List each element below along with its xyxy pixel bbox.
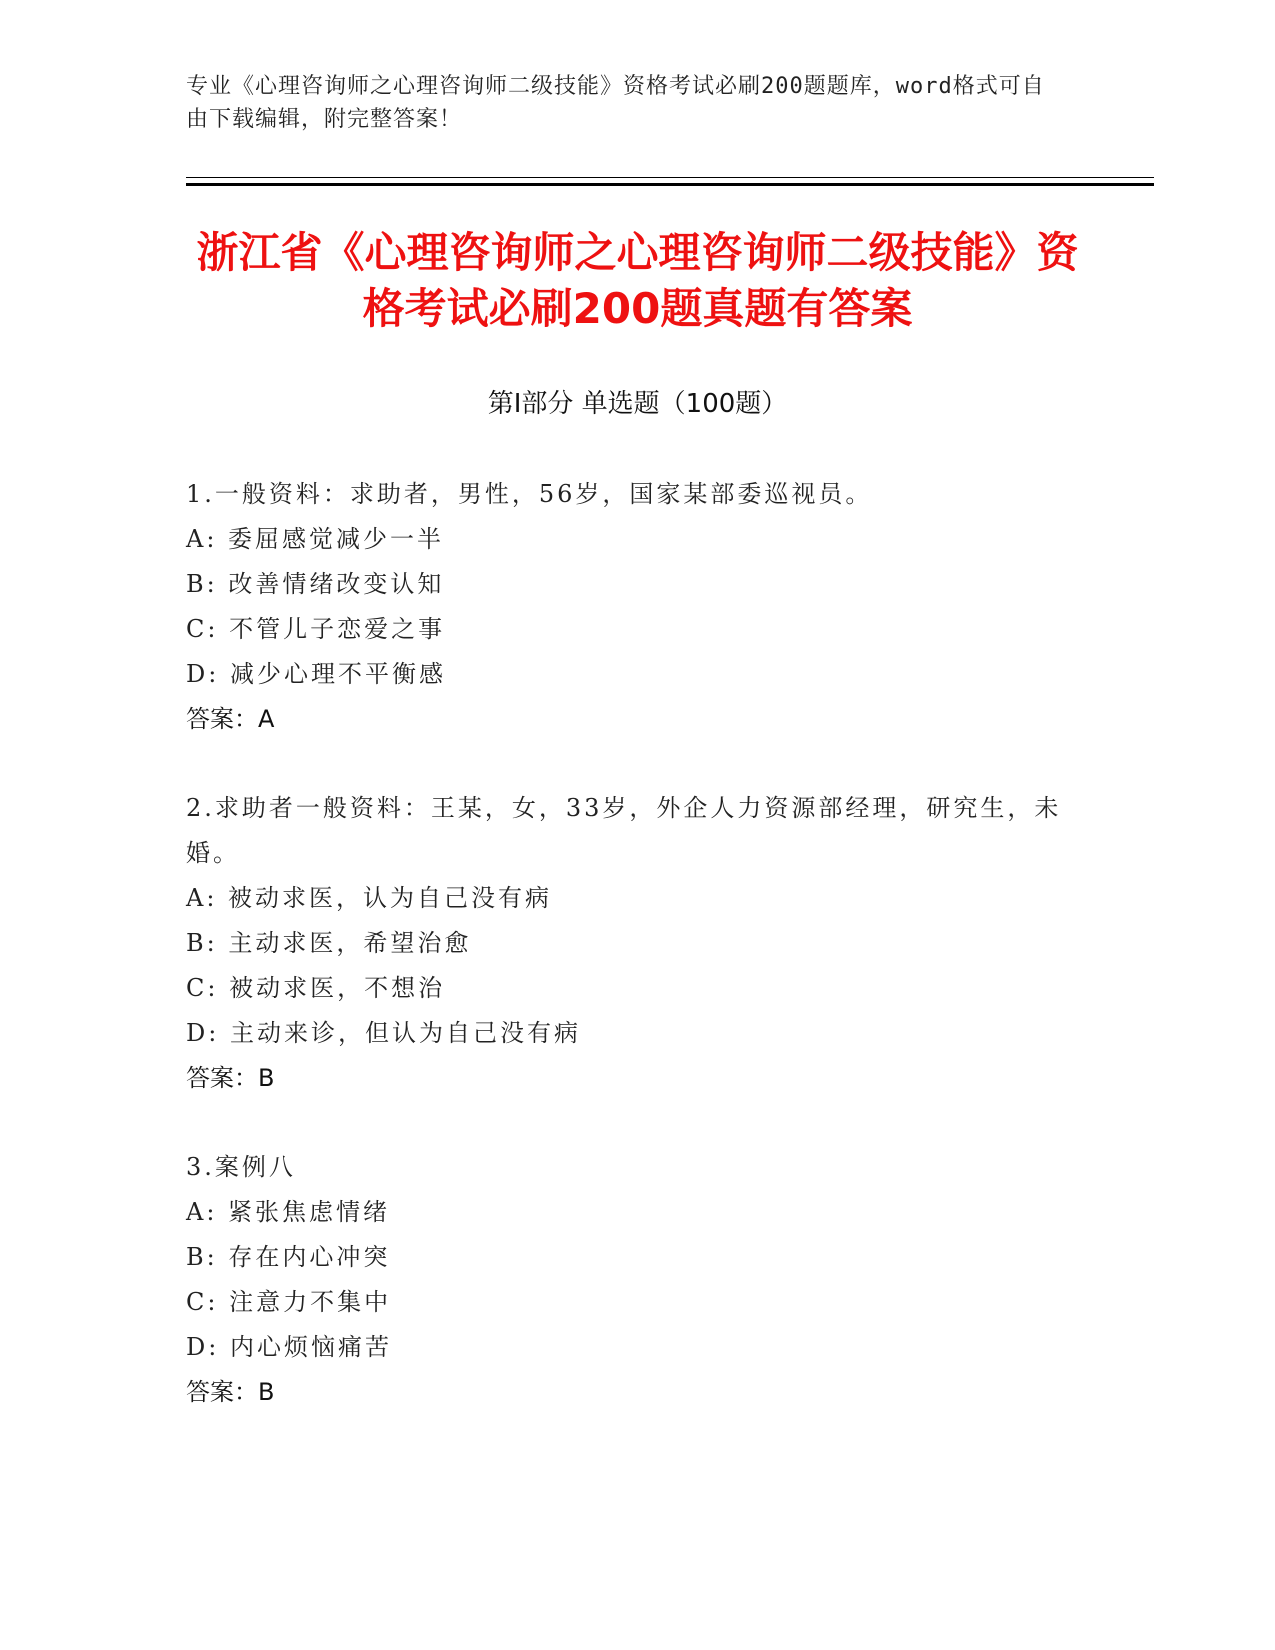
option-b: B: 改善情绪改变认知 [186, 570, 445, 598]
option-b: B: 存在内心冲突 [186, 1243, 391, 1271]
document-title: 浙江省《心理咨询师之心理咨询师二级技能》资格考试必刷200题真题有答案 [196, 228, 1079, 333]
option-c: C: 被动求医，不想治 [186, 974, 446, 1002]
header-rule-thick [186, 183, 1154, 186]
option-a: A: 委屈感觉减少一半 [186, 525, 445, 553]
header-note: 专业《心理咨询师之心理咨询师二级技能》资格考试必刷200题题库，word格式可自由下载编辑，附完整答案！ [186, 74, 1045, 132]
header-rule-thin [186, 177, 1154, 178]
question-list [186, 472, 1066, 1459]
question-1 [186, 472, 1066, 742]
option-d: D: 主动来诊，但认为自己没有病 [186, 1019, 581, 1047]
answer: 答案：B [186, 1064, 275, 1092]
question-stem: 3.案例八 [186, 1153, 296, 1181]
option-c: C: 不管儿子恋爱之事 [186, 615, 446, 643]
option-d: D: 减少心理不平衡感 [186, 660, 446, 688]
answer: 答案：A [186, 705, 275, 733]
answer: 答案：B [186, 1378, 275, 1406]
option-a: A: 紧张焦虑情绪 [186, 1198, 391, 1226]
option-a: A: 被动求医，认为自己没有病 [186, 884, 553, 912]
question-3 [186, 1145, 1066, 1415]
option-d: D: 内心烦恼痛苦 [186, 1333, 392, 1361]
question-2 [186, 786, 1066, 1101]
question-stem: 2.求助者一般资料：王某，女，33岁，外企人力资源部经理，研究生，未婚。 [186, 794, 1062, 867]
question-stem: 1.一般资料：求助者，男性，56岁，国家某部委巡视员。 [186, 480, 873, 508]
option-b: B: 主动求医，希望治愈 [186, 929, 472, 957]
section-heading: 第Ⅰ部分 单选题（100题） [487, 389, 788, 419]
option-c: C: 注意力不集中 [186, 1288, 392, 1316]
